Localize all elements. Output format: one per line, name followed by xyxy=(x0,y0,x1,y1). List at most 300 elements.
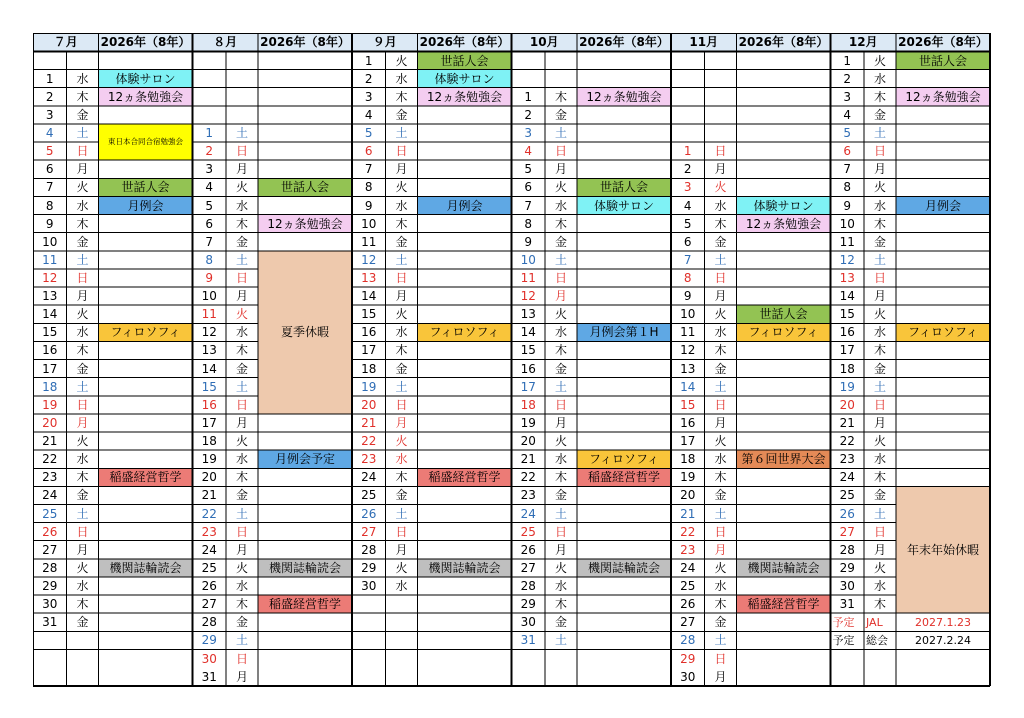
event-block[interactable]: 機関誌輪読会 xyxy=(258,559,352,577)
weekday: 木 xyxy=(235,343,248,358)
weekday: 日 xyxy=(76,270,89,285)
event-block[interactable]: 機関誌輪読会 xyxy=(577,559,671,577)
weekday: 木 xyxy=(76,470,89,485)
weekday: 水 xyxy=(395,198,408,213)
day-number: 4 xyxy=(364,107,373,122)
weekday: 日 xyxy=(235,397,248,412)
day-number: 21 xyxy=(201,488,217,503)
day-number: 18 xyxy=(520,397,536,412)
day-number: 4 xyxy=(205,180,214,195)
weekday: 火 xyxy=(554,180,567,195)
day-number: 3 xyxy=(524,126,533,141)
weekday: 木 xyxy=(554,89,567,104)
day-number: 4 xyxy=(683,198,692,213)
day-number: 11 xyxy=(201,307,217,322)
weekday: 土 xyxy=(395,379,408,394)
day-number: 26 xyxy=(680,597,696,612)
event-block[interactable]: フィロソフィ xyxy=(737,323,831,341)
event-block[interactable]: 世話人会 xyxy=(258,178,352,196)
day-number: 7 xyxy=(45,180,54,195)
weekday: 金 xyxy=(873,107,886,122)
event-block[interactable]: フィロソフィ xyxy=(896,323,990,341)
weekday: 日 xyxy=(873,270,886,285)
day-number: 14 xyxy=(42,307,58,322)
day-number: 7 xyxy=(843,162,852,177)
day-number: 2 xyxy=(843,71,852,86)
weekday: 土 xyxy=(235,126,248,141)
day-number: 25 xyxy=(42,506,58,521)
footer-key: 予定 xyxy=(832,615,855,629)
weekday: 火 xyxy=(235,180,248,195)
day-number: 17 xyxy=(520,379,536,394)
weekday: 日 xyxy=(873,397,886,412)
weekday: 日 xyxy=(873,144,886,159)
weekday: 金 xyxy=(395,234,408,249)
event-block[interactable]: 第６回世界大会 xyxy=(737,450,831,468)
weekday: 土 xyxy=(235,379,248,394)
event-block[interactable]: フィロソフィ xyxy=(418,323,512,341)
weekday: 火 xyxy=(395,307,408,322)
day-number: 25 xyxy=(361,488,377,503)
weekday: 火 xyxy=(395,180,408,195)
weekday: 日 xyxy=(76,397,89,412)
weekday: 月 xyxy=(76,415,89,430)
weekday: 日 xyxy=(873,524,886,539)
day-number: 26 xyxy=(42,524,58,539)
year-header-label: 2026年（8年） xyxy=(418,33,512,52)
weekday: 日 xyxy=(76,524,89,539)
weekday: 金 xyxy=(714,615,727,630)
day-number: 14 xyxy=(839,289,855,304)
day-number: 8 xyxy=(524,216,533,231)
day-number: 11 xyxy=(42,252,58,267)
day-number: 31 xyxy=(42,615,58,630)
weekday: 月 xyxy=(76,162,89,177)
day-number: 30 xyxy=(201,651,217,666)
day-number: 11 xyxy=(680,325,696,340)
day-number: 12 xyxy=(42,270,58,285)
weekday: 土 xyxy=(554,379,567,394)
day-number: 31 xyxy=(839,597,855,612)
event-block[interactable]: 月例会 xyxy=(99,196,193,214)
day-number: 30 xyxy=(839,579,855,594)
weekday: 火 xyxy=(554,307,567,322)
weekday: 金 xyxy=(714,234,727,249)
event-block[interactable]: 稲盛経営哲学 xyxy=(418,468,512,486)
day-number: 13 xyxy=(201,343,217,358)
day-number: 17 xyxy=(201,415,217,430)
event-block[interactable]: 月例会予定 xyxy=(258,450,352,468)
day-number: 12 xyxy=(361,252,377,267)
weekday: 月 xyxy=(554,542,567,557)
day-number: 2 xyxy=(205,144,214,159)
day-number: 17 xyxy=(42,361,58,376)
day-number: 26 xyxy=(520,542,536,557)
weekday: 土 xyxy=(395,126,408,141)
year-header-label: 2026年（8年） xyxy=(737,33,831,52)
day-number: 16 xyxy=(520,361,536,376)
event-block[interactable]: 体験サロン xyxy=(577,196,671,214)
day-number: 10 xyxy=(201,289,217,304)
weekday: 火 xyxy=(395,53,408,68)
month-header-label: ７月 xyxy=(33,33,99,52)
weekday: 火 xyxy=(554,560,567,575)
day-number: 31 xyxy=(201,669,217,684)
event-block[interactable]: 月例会第１H xyxy=(577,323,671,341)
month-header-label: ９月 xyxy=(352,33,418,52)
event-block[interactable]: 稲盛経営哲学 xyxy=(99,468,193,486)
weekday: 土 xyxy=(873,506,886,521)
weekday: 月 xyxy=(395,162,408,177)
day-number: 30 xyxy=(42,597,58,612)
day-number: 22 xyxy=(839,434,855,449)
weekday: 土 xyxy=(235,633,248,648)
weekday: 木 xyxy=(76,216,89,231)
weekday: 日 xyxy=(554,270,567,285)
day-number: 2 xyxy=(45,89,54,104)
weekday: 火 xyxy=(873,307,886,322)
weekday: 土 xyxy=(235,506,248,521)
year-header-label: 2026年（8年） xyxy=(99,33,193,52)
day-number: 16 xyxy=(839,325,855,340)
weekday: 火 xyxy=(235,307,248,322)
event-block[interactable]: 世話人会 xyxy=(577,178,671,196)
event-block[interactable]: 体験サロン xyxy=(418,70,512,88)
day-number: 18 xyxy=(42,379,58,394)
weekday: 金 xyxy=(395,488,408,503)
weekday: 金 xyxy=(395,361,408,376)
weekday: 月 xyxy=(235,542,248,557)
footer-key: 予定 xyxy=(832,633,855,647)
weekday: 日 xyxy=(395,270,408,285)
weekday: 火 xyxy=(235,434,248,449)
event-block[interactable]: 年末年始休暇 xyxy=(896,486,990,613)
day-number: 17 xyxy=(680,434,696,449)
weekday: 日 xyxy=(714,397,727,412)
event-block[interactable]: フィロソフィ xyxy=(99,323,193,341)
weekday: 水 xyxy=(714,198,727,213)
weekday: 木 xyxy=(395,216,408,231)
day-number: 17 xyxy=(361,343,377,358)
day-number: 21 xyxy=(520,452,536,467)
weekday: 月 xyxy=(873,415,886,430)
weekday: 月 xyxy=(235,162,248,177)
weekday: 土 xyxy=(873,126,886,141)
weekday: 水 xyxy=(76,325,89,340)
weekday: 土 xyxy=(554,506,567,521)
day-number: 14 xyxy=(361,289,377,304)
weekday: 土 xyxy=(76,126,89,141)
weekday: 月 xyxy=(714,162,727,177)
day-number: 27 xyxy=(520,560,536,575)
day-number: 21 xyxy=(42,434,58,449)
weekday: 水 xyxy=(554,452,567,467)
weekday: 月 xyxy=(873,289,886,304)
day-number: 11 xyxy=(839,234,855,249)
weekday: 木 xyxy=(235,216,248,231)
weekday: 金 xyxy=(76,234,89,249)
weekday: 日 xyxy=(714,144,727,159)
event-block[interactable]: 月例会 xyxy=(896,196,990,214)
event-block[interactable]: 12ヵ条勉強会 xyxy=(258,215,352,233)
day-number: 26 xyxy=(201,579,217,594)
day-number: 24 xyxy=(201,542,217,557)
weekday: 日 xyxy=(554,397,567,412)
day-number: 23 xyxy=(839,452,855,467)
day-number: 14 xyxy=(680,379,696,394)
weekday: 日 xyxy=(395,524,408,539)
day-number: 25 xyxy=(839,488,855,503)
event-block[interactable]: 12ヵ条勉強会 xyxy=(418,88,512,106)
day-number: 25 xyxy=(520,524,536,539)
day-number: 25 xyxy=(680,579,696,594)
day-number: 2 xyxy=(683,162,692,177)
event-block[interactable]: 稲盛経営哲学 xyxy=(258,595,352,613)
day-number: 15 xyxy=(520,343,536,358)
weekday: 火 xyxy=(714,180,727,195)
day-number: 10 xyxy=(680,307,696,322)
weekday: 火 xyxy=(235,560,248,575)
weekday: 木 xyxy=(873,216,886,231)
day-number: 3 xyxy=(45,107,54,122)
day-number: 6 xyxy=(205,216,214,231)
weekday: 火 xyxy=(873,180,886,195)
day-number: 4 xyxy=(843,107,852,122)
day-number: 13 xyxy=(520,307,536,322)
day-number: 22 xyxy=(201,506,217,521)
weekday: 月 xyxy=(76,289,89,304)
weekday: 日 xyxy=(714,524,727,539)
weekday: 水 xyxy=(714,452,727,467)
day-number: 23 xyxy=(520,488,536,503)
weekday: 水 xyxy=(554,198,567,213)
weekday: 水 xyxy=(235,452,248,467)
weekday: 金 xyxy=(873,488,886,503)
event-block[interactable]: 世話人会 xyxy=(418,52,512,70)
event-block[interactable]: 機関誌輪読会 xyxy=(737,559,831,577)
day-number: 2 xyxy=(524,107,533,122)
weekday: 土 xyxy=(554,252,567,267)
day-number: 5 xyxy=(45,144,54,159)
event-block[interactable]: フィロソフィ xyxy=(577,450,671,468)
weekday: 月 xyxy=(873,542,886,557)
day-number: 26 xyxy=(839,506,855,521)
weekday: 日 xyxy=(714,270,727,285)
weekday: 水 xyxy=(873,198,886,213)
weekday: 土 xyxy=(714,379,727,394)
weekday: 月 xyxy=(714,669,727,684)
event-block[interactable]: 稲盛経営哲学 xyxy=(737,595,831,613)
weekday: 日 xyxy=(235,651,248,666)
weekday: 土 xyxy=(395,252,408,267)
weekday: 水 xyxy=(235,579,248,594)
day-number: 15 xyxy=(680,397,696,412)
day-number: 8 xyxy=(843,180,852,195)
event-block[interactable]: 世話人会 xyxy=(99,178,193,196)
day-number: 15 xyxy=(839,307,855,322)
weekday: 木 xyxy=(714,470,727,485)
weekday: 金 xyxy=(554,615,567,630)
weekday: 金 xyxy=(76,361,89,376)
day-number: 5 xyxy=(205,198,214,213)
footer-value: 2027.1.23 xyxy=(915,615,971,629)
weekday: 木 xyxy=(554,343,567,358)
day-number: 4 xyxy=(45,126,54,141)
weekday: 月 xyxy=(714,415,727,430)
event-block[interactable]: 機関誌輪読会 xyxy=(418,559,512,577)
weekday: 木 xyxy=(395,343,408,358)
day-number: 7 xyxy=(364,162,373,177)
day-number: 18 xyxy=(680,452,696,467)
month-header-label: 12月 xyxy=(831,33,897,52)
weekday: 金 xyxy=(714,361,727,376)
day-number: 9 xyxy=(683,289,692,304)
day-number: 15 xyxy=(42,325,58,340)
weekday: 木 xyxy=(76,343,89,358)
weekday: 水 xyxy=(395,452,408,467)
weekday: 土 xyxy=(714,506,727,521)
day-number: 25 xyxy=(201,560,217,575)
year-header-label: 2026年（8年） xyxy=(258,33,352,52)
event-block[interactable]: 世話人会 xyxy=(896,52,990,70)
weekday: 火 xyxy=(873,434,886,449)
weekday: 木 xyxy=(873,89,886,104)
day-number: 27 xyxy=(201,597,217,612)
weekday: 月 xyxy=(554,415,567,430)
day-number: 10 xyxy=(361,216,377,231)
weekday: 水 xyxy=(395,579,408,594)
day-number: 21 xyxy=(839,415,855,430)
weekday: 水 xyxy=(235,198,248,213)
weekday: 金 xyxy=(235,234,248,249)
day-number: 16 xyxy=(361,325,377,340)
weekday: 火 xyxy=(714,307,727,322)
weekday: 月 xyxy=(235,289,248,304)
event-block[interactable]: 機関誌輪読会 xyxy=(99,559,193,577)
calendar-sheet xyxy=(33,33,990,686)
day-number: 31 xyxy=(520,633,536,648)
event-block[interactable]: 東日本合同合宿勉強会 xyxy=(99,124,193,160)
day-number: 4 xyxy=(524,144,533,159)
day-number: 18 xyxy=(361,361,377,376)
day-number: 6 xyxy=(843,144,852,159)
weekday: 水 xyxy=(873,325,886,340)
day-number: 13 xyxy=(42,289,58,304)
weekday: 水 xyxy=(873,579,886,594)
month-header-label: 10月 xyxy=(512,33,578,52)
day-number: 5 xyxy=(843,126,852,141)
day-number: 19 xyxy=(520,415,536,430)
weekday: 火 xyxy=(873,560,886,575)
weekday: 土 xyxy=(554,126,567,141)
day-number: 1 xyxy=(524,89,533,104)
day-number: 20 xyxy=(42,415,58,430)
weekday: 金 xyxy=(235,488,248,503)
weekday: 金 xyxy=(76,615,89,630)
weekday: 土 xyxy=(714,252,727,267)
day-number: 23 xyxy=(42,470,58,485)
day-number: 21 xyxy=(680,506,696,521)
day-number: 29 xyxy=(680,651,696,666)
weekday: 火 xyxy=(395,434,408,449)
event-block[interactable]: 12ヵ条勉強会 xyxy=(99,88,193,106)
event-block[interactable]: 稲盛経営哲学 xyxy=(577,468,671,486)
day-number: 23 xyxy=(361,452,377,467)
footer-value: 2027.2.24 xyxy=(915,633,971,647)
weekday: 水 xyxy=(235,325,248,340)
weekday: 土 xyxy=(554,633,567,648)
weekday: 金 xyxy=(714,488,727,503)
weekday: 日 xyxy=(235,270,248,285)
weekday: 土 xyxy=(873,252,886,267)
weekday: 金 xyxy=(235,615,248,630)
day-number: 5 xyxy=(683,216,692,231)
weekday: 火 xyxy=(76,434,89,449)
weekday: 水 xyxy=(76,579,89,594)
weekday: 水 xyxy=(76,71,89,86)
day-number: 20 xyxy=(680,488,696,503)
day-number: 9 xyxy=(205,270,214,285)
weekday: 木 xyxy=(714,216,727,231)
day-number: 26 xyxy=(361,506,377,521)
weekday: 月 xyxy=(395,289,408,304)
weekday: 土 xyxy=(395,506,408,521)
day-number: 6 xyxy=(524,180,533,195)
day-number: 20 xyxy=(839,397,855,412)
weekday: 火 xyxy=(76,180,89,195)
year-header-label: 2026年（8年） xyxy=(577,33,671,52)
event-block[interactable]: 世話人会 xyxy=(737,305,831,323)
event-block[interactable]: 12ヵ条勉強会 xyxy=(737,215,831,233)
weekday: 木 xyxy=(76,89,89,104)
weekday: 金 xyxy=(395,107,408,122)
weekday: 土 xyxy=(873,379,886,394)
day-number: 2 xyxy=(364,71,373,86)
weekday: 水 xyxy=(554,325,567,340)
day-number: 28 xyxy=(201,615,217,630)
weekday: 月 xyxy=(714,542,727,557)
weekday: 土 xyxy=(76,379,89,394)
event-block[interactable]: 体験サロン xyxy=(737,196,831,214)
weekday: 月 xyxy=(554,162,567,177)
day-number: 23 xyxy=(201,524,217,539)
weekday: 木 xyxy=(714,343,727,358)
event-block[interactable]: 12ヵ条勉強会 xyxy=(577,88,671,106)
weekday: 土 xyxy=(714,633,727,648)
day-number: 28 xyxy=(839,542,855,557)
weekday: 火 xyxy=(76,307,89,322)
weekday: 火 xyxy=(714,434,727,449)
day-number: 8 xyxy=(205,252,214,267)
weekday: 日 xyxy=(76,144,89,159)
event-block[interactable]: 月例会 xyxy=(418,196,512,214)
day-number: 9 xyxy=(364,198,373,213)
day-number: 22 xyxy=(520,470,536,485)
day-number: 6 xyxy=(45,162,54,177)
weekday: 日 xyxy=(235,144,248,159)
event-block[interactable]: 12ヵ条勉強会 xyxy=(896,88,990,106)
weekday: 金 xyxy=(554,361,567,376)
weekday: 金 xyxy=(76,107,89,122)
event-block[interactable]: 体験サロン xyxy=(99,70,193,88)
day-number: 29 xyxy=(201,633,217,648)
weekday: 月 xyxy=(714,289,727,304)
day-number: 18 xyxy=(201,434,217,449)
weekday: 水 xyxy=(395,325,408,340)
event-block[interactable]: 夏季休暇 xyxy=(258,251,352,414)
weekday: 木 xyxy=(76,597,89,612)
day-number: 12 xyxy=(520,289,536,304)
